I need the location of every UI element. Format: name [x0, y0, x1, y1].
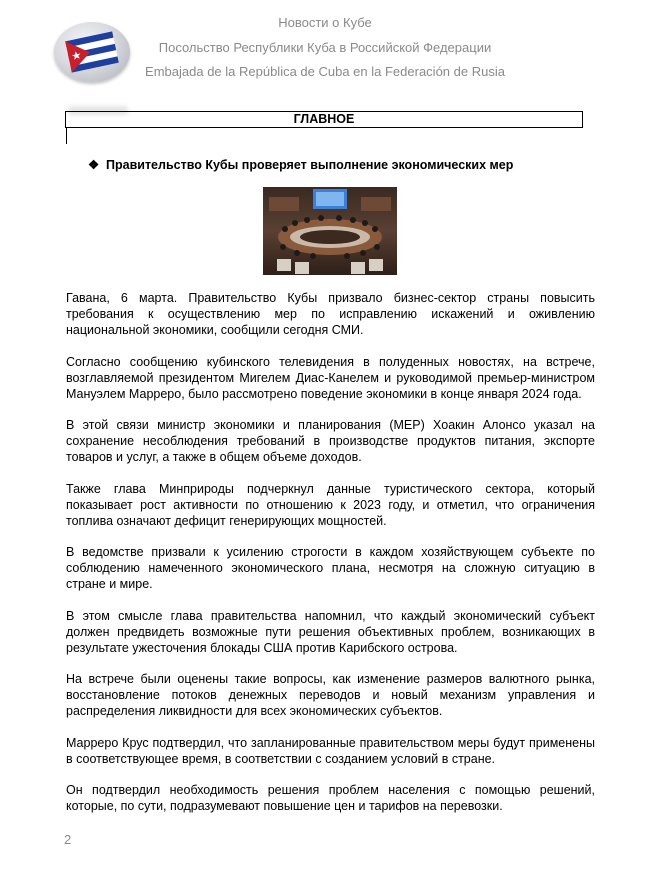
- article-paragraph: Марреро Крус подтвердил, что запланированные правительством меры будут применены в соответствующее время, в соответствии с созданием условий в стране.: [66, 735, 595, 766]
- meeting-hall-photo: [263, 187, 397, 275]
- article-paragraph: Он подтвердил необходимость решения проблем населения с помощью решений, которые, по сути, подразумевают повышение цен и тарифов на перевозки.: [66, 783, 595, 813]
- diamond-bullet-icon: ❖: [88, 158, 100, 172]
- article-paragraph: На встрече были оценены такие вопросы, как изменение размеров валютного рынка, восстановление потоков денежных переводов и новый механизм управления и распределения ликвидности для всех экономических субъектов.: [66, 672, 595, 718]
- article-paragraph: В этой связи министр экономики и планирования (МЕР) Хоакин Алонсо указал на сохранение несоблюдения требований в производстве продуктов питания, экспорте товаров и услуг, а также в общем объеме доходов.: [66, 418, 595, 464]
- article-body: [66, 290, 595, 830]
- page-number: 2: [64, 832, 72, 847]
- article-paragraph: Гавана, 6 марта. Правительство Кубы призвало бизнес-сектор страны повысить требования к осуществлению мер по исправлению искажений и оживлению национальной экономики, сообщили сегодня СМИ.: [66, 291, 595, 337]
- header-embassy-es: Embajada de la República de Cuba en la Federación de Rusia: [145, 64, 505, 79]
- article-headline: [88, 157, 588, 172]
- headline-text: Правительство Кубы проверяет выполнение экономических мер: [106, 158, 514, 172]
- article-paragraph: Также глава Минприроды подчеркнул данные туристического сектора, который показывает рост активности по отношению к 2023 году, и отметил, что ограничения топлива означают дефицит генерирующих мощностей.: [66, 481, 595, 528]
- cuban-flag-emblem-icon: [54, 22, 130, 82]
- section-title: ГЛАВНОЕ: [65, 111, 583, 128]
- header-title: Новости о Кубе: [278, 15, 372, 30]
- header-embassy-ru: Посольство Республики Куба в Российской Федерации: [158, 40, 492, 55]
- page-header: [0, 0, 646, 100]
- section-divider-tick: [66, 128, 67, 144]
- article-paragraph: В ведомстве призвали к усилению строгости в каждом хозяйствующем субъекте по соблюдению намеченного экономического плана, несмотря на сложную ситуацию в стране и мире.: [66, 545, 595, 591]
- article-paragraph: Согласно сообщению кубинского телевидения в полуденных новостях, на встрече, возглавляемой президентом Мигелем Диас-Канелем и руководимой премьер-министром Мануэлем Марреро, было рассмотрено поведение экономики в конце января 2024 года.: [66, 354, 595, 401]
- article-paragraph: В этом смысле глава правительства напомнил, что каждый экономический субъект должен предвидеть возможные пути решения объективных проблем, возникающих в результате ужесточения блокады США против Карибского острова.: [66, 608, 595, 655]
